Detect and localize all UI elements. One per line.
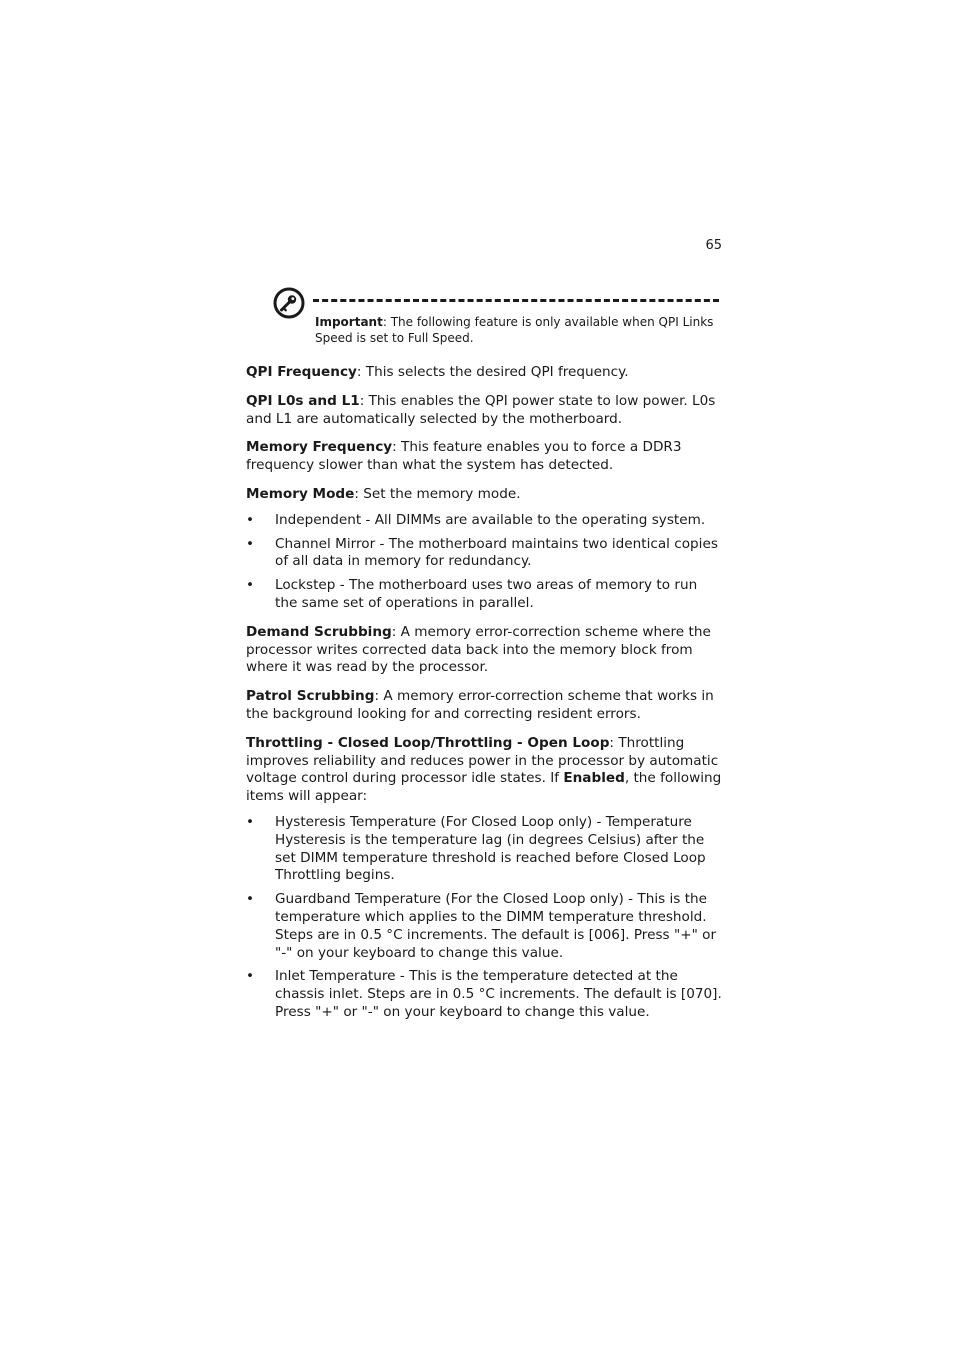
list-item-text: Independent - All DIMMs are available to the operating system.: [275, 511, 706, 528]
qpi-l0s-l1-term: QPI L0s and L1: [246, 392, 360, 409]
patrol-scrubbing-text: : A memory error-correction scheme that works in the background looking for and correcting resident errors.: [246, 688, 714, 722]
bullet-icon: •: [246, 891, 255, 908]
enabled-label: Enabled: [563, 770, 625, 787]
memory-mode-list: [246, 512, 722, 613]
qpi-frequency-paragraph: [246, 364, 722, 382]
list-item: [246, 968, 722, 1021]
memory-mode-text: : Set the memory mode.: [354, 485, 521, 502]
note-label: Important: [315, 315, 383, 329]
qpi-l0s-l1-text: : This enables the QPI power state to low power. L0s and L1 are automatically selected by the motherboard.: [246, 392, 716, 427]
memory-frequency-text: : This feature enables you to force a DDR3 frequency slower than what the system has detected.: [246, 439, 682, 474]
key-in-circle-icon: [273, 287, 305, 319]
patrol-scrubbing-term: Patrol Scrubbing: [246, 688, 375, 705]
list-item-text: Lockstep - The motherboard uses two areas of memory to run the same set of operations in parallel.: [275, 577, 698, 611]
list-item: [246, 577, 722, 613]
note-body: : The following feature is only available when QPI Links Speed is set to Full Speed.: [315, 315, 714, 345]
demand-scrubbing-paragraph: [246, 624, 722, 677]
page-number: 65: [705, 238, 722, 253]
list-item-text: Hysteresis Temperature (For Closed Loop only) - Temperature Hysteresis is the temperature lag (in degrees Celsius) after the set DIMM temperature threshold is reached before Closed Loop Throttling begins.: [275, 813, 706, 884]
bullet-icon: •: [246, 813, 255, 830]
list-item: [246, 814, 722, 885]
throttling-paragraph: [246, 735, 722, 806]
bullet-icon: •: [246, 535, 255, 552]
patrol-scrubbing-paragraph: [246, 688, 722, 724]
bullet-icon: •: [246, 511, 255, 528]
list-item: [246, 891, 722, 962]
list-item-text: Channel Mirror - The motherboard maintains two identical copies of all data in memory for redundancy.: [275, 535, 718, 570]
list-item: [246, 536, 722, 572]
bullet-icon: •: [246, 577, 255, 594]
page-body: [246, 364, 722, 1033]
demand-scrubbing-text: : A memory error-correction scheme where the processor writes corrected data back into the memory block from where it was read by the processor.: [246, 623, 711, 676]
memory-mode-term: Memory Mode: [246, 485, 355, 502]
qpi-frequency-text: : This selects the desired QPI frequency.: [356, 364, 629, 380]
list-item-text: Guardband Temperature (For the Closed Loop only) - This is the temperature which applies to the DIMM temperature threshold. Steps are in 0.5 °C increments. The default is [006]. Press "+" or "-" on your keyboard to change this value.: [275, 891, 717, 961]
demand-scrubbing-term: Demand Scrubbing: [246, 623, 392, 640]
list-item: [246, 512, 722, 530]
note-divider: [313, 299, 719, 302]
list-item-text: Inlet Temperature - This is the temperature detected at the chassis inlet. Steps are in 0.5 °C increments. The default is [070]. Press "+" or "-" on your keyboard to change this value.: [275, 968, 722, 1020]
memory-mode-paragraph: [246, 486, 722, 504]
throttling-list: [246, 814, 722, 1022]
throttling-text-after: , the following items will appear:: [246, 770, 722, 805]
throttling-term: Throttling - Closed Loop/Throttling - Open Loop: [246, 734, 610, 751]
memory-frequency-paragraph: [246, 439, 722, 475]
memory-frequency-term: Memory Frequency: [246, 439, 393, 456]
qpi-l0s-l1-paragraph: [246, 393, 722, 429]
qpi-frequency-term: QPI Frequency: [246, 364, 357, 380]
throttling-text-before: : Throttling improves reliability and reduces power in the processor by automatic voltage control during processor idle states. If: [246, 734, 719, 787]
important-note: [315, 314, 719, 346]
bullet-icon: •: [246, 968, 255, 985]
